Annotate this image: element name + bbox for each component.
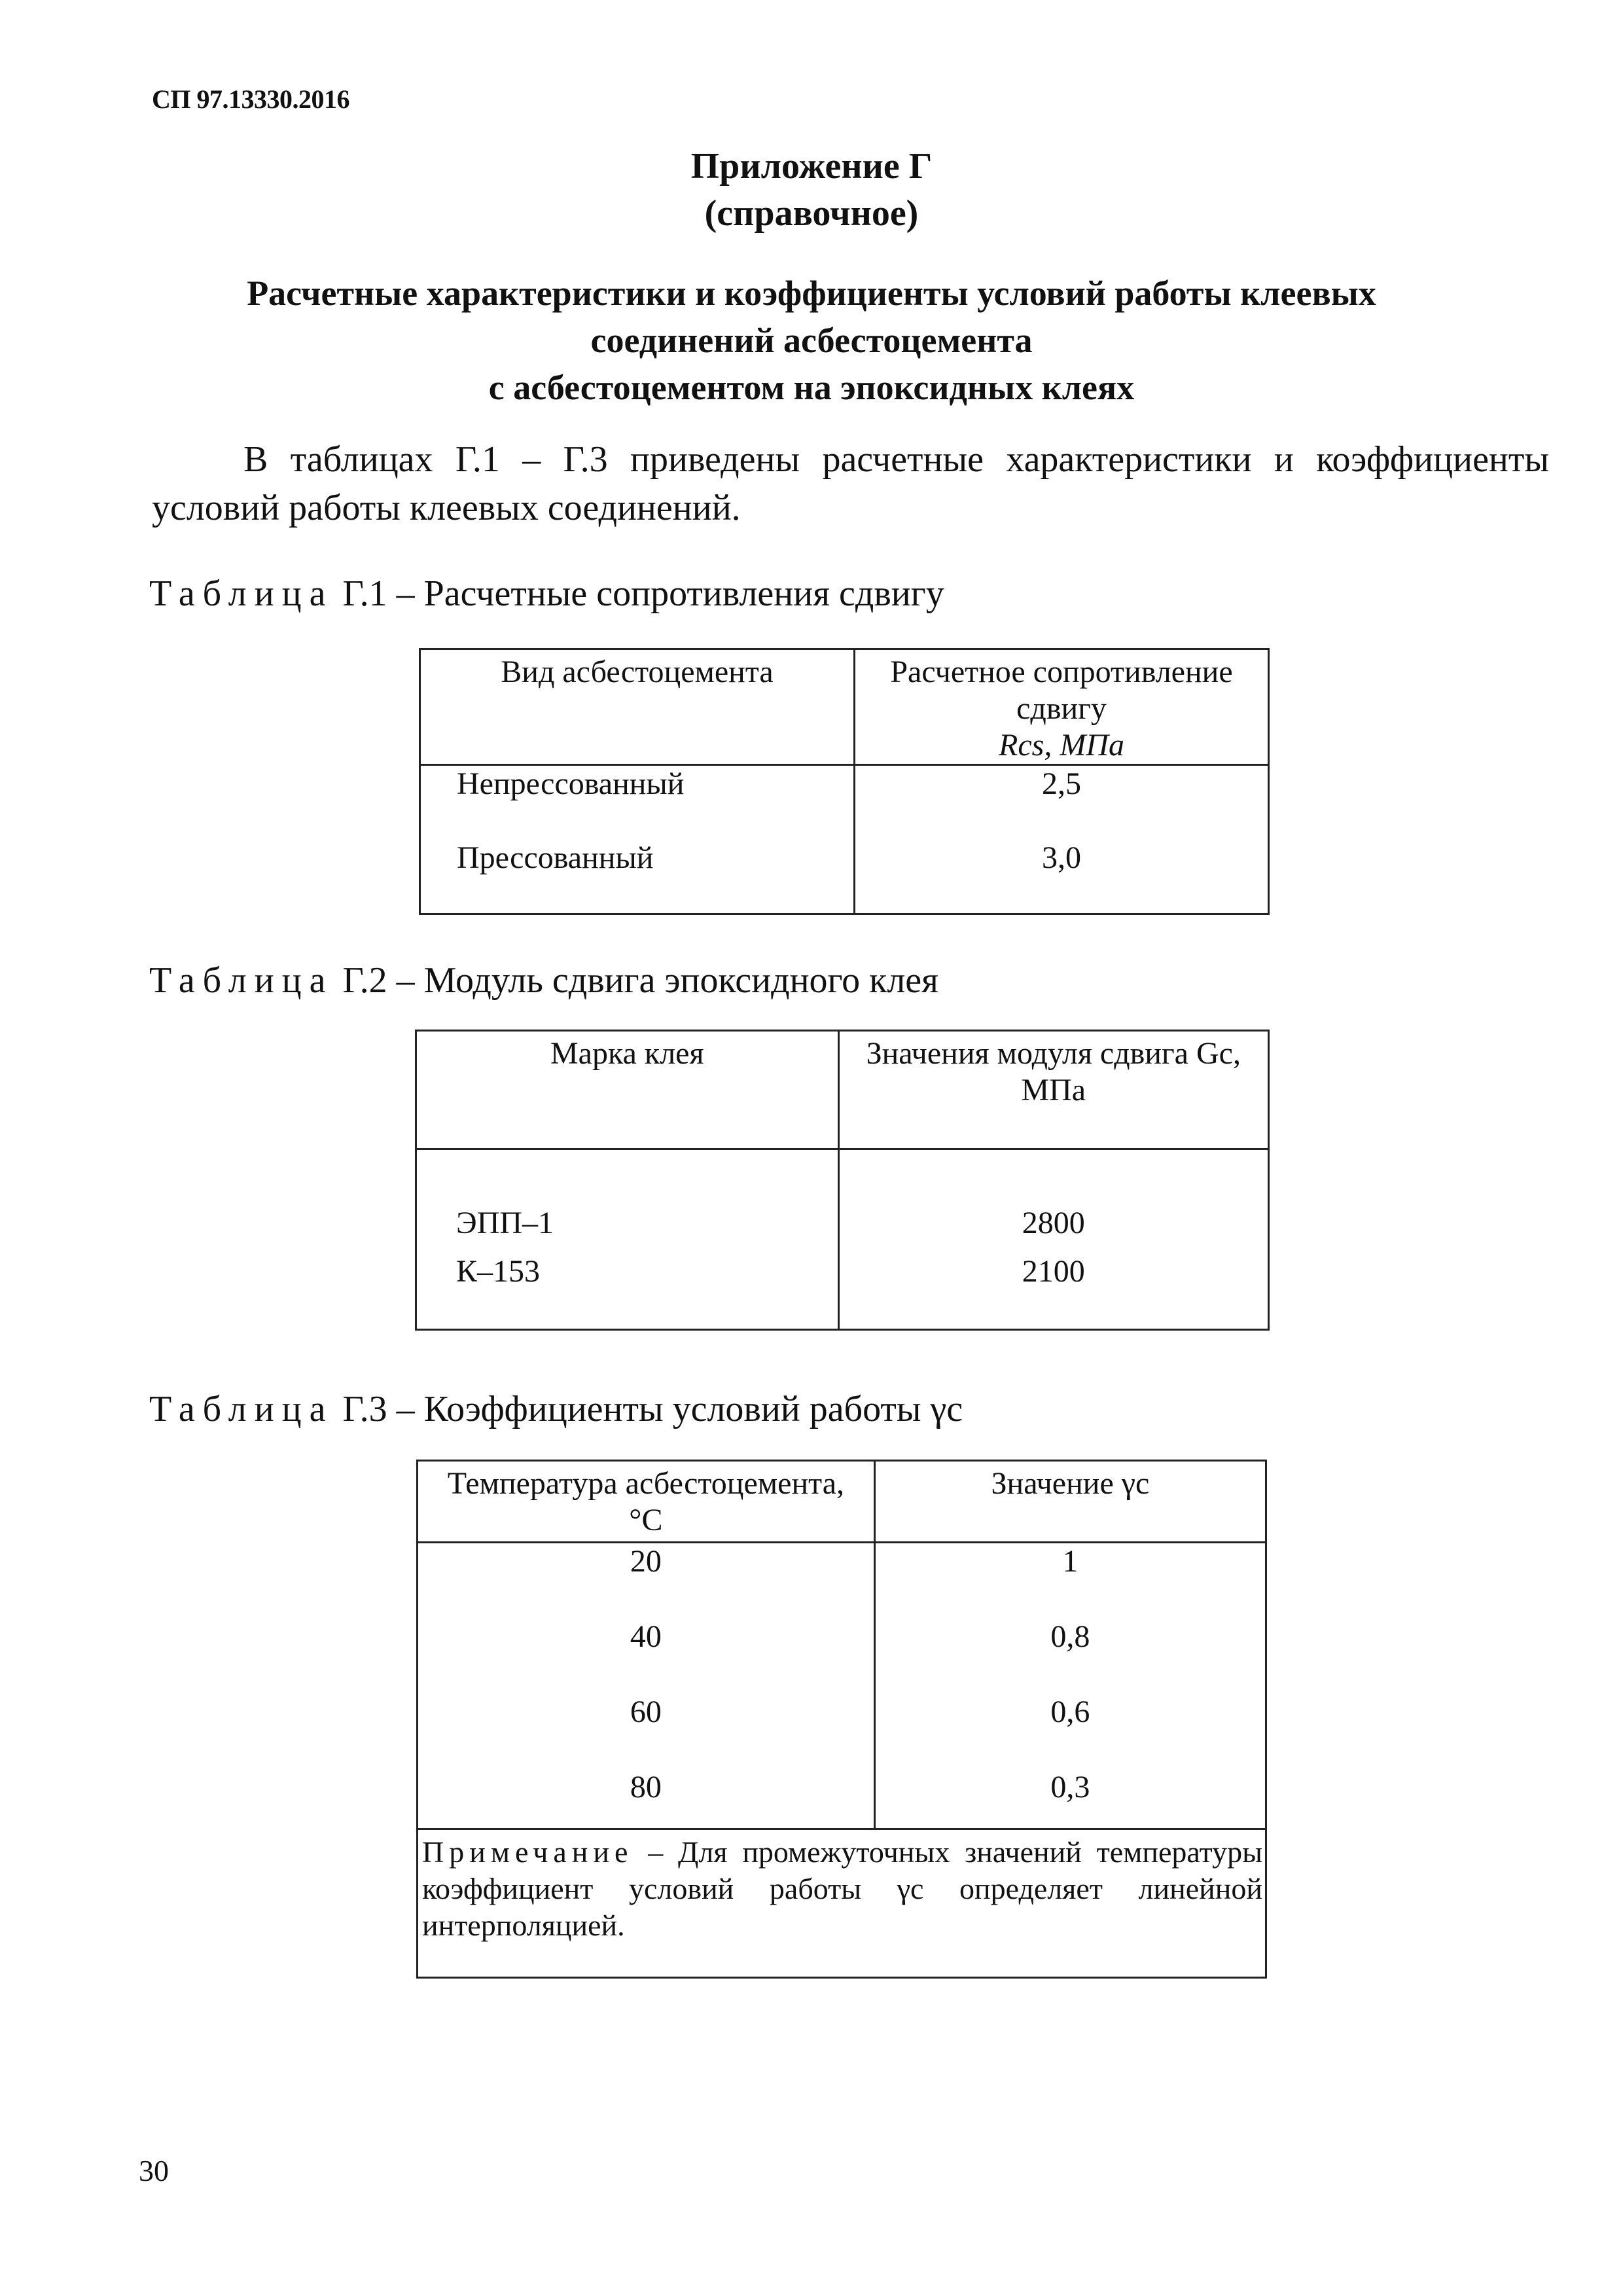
table-1-caption	[149, 571, 944, 617]
table-cell: К–153	[416, 1242, 839, 1330]
table-cell: 0,8	[874, 1619, 1266, 1694]
table-cell: 1	[874, 1543, 1266, 1619]
table-row	[418, 1769, 1266, 1829]
table-cell: 0,3	[874, 1769, 1266, 1829]
caption-text: Г.3 – Коэффициенты условий работы γc	[333, 1389, 963, 1429]
table-row	[420, 765, 1269, 840]
document-code: СП 97.13330.2016	[152, 84, 349, 114]
heading-line-2: соединений асбестоцемента	[590, 321, 1033, 360]
caption-label: Таблица	[149, 960, 334, 1001]
page-number: 30	[139, 2154, 169, 2187]
table-2	[415, 1030, 1270, 1331]
table-header-row	[416, 1031, 1269, 1149]
table-cell: 2100	[838, 1242, 1268, 1330]
heading-line-1: Расчетные характеристики и коэффициенты условий работы клеевых	[247, 274, 1376, 313]
table-cell: Непрессованный	[420, 765, 855, 840]
table-2-caption	[149, 958, 938, 1003]
table-3	[416, 1460, 1267, 1979]
caption-text: Г.2 – Модуль сдвига эпоксидного клея	[333, 960, 938, 1001]
header-cell	[418, 1461, 875, 1543]
table-cell: 3,0	[855, 840, 1269, 914]
table-cell: 80	[418, 1769, 875, 1829]
caption-label: Таблица	[149, 573, 334, 614]
table-row	[416, 1242, 1269, 1330]
intro-text: В таблицах Г.1 – Г.3 приведены расчетные характеристики и коэффициенты условий работы клеевых соединений.	[152, 439, 1549, 528]
header-line: Rcs, МПа	[999, 728, 1124, 762]
header-cell: Марка клея	[416, 1031, 839, 1149]
intro-paragraph	[152, 435, 1549, 532]
header-line: сдвигу	[1016, 691, 1107, 726]
appendix-title: Приложение Г	[690, 146, 933, 187]
table-3-caption	[149, 1386, 963, 1432]
appendix-subtitle: (справочное)	[704, 193, 919, 234]
table-note-row	[418, 1829, 1266, 1978]
table-row	[418, 1619, 1266, 1694]
table-header-row	[420, 649, 1269, 765]
table-1	[419, 648, 1270, 915]
table-note	[418, 1829, 1266, 1978]
header-cell	[838, 1031, 1268, 1149]
header-cell: Значение γc	[874, 1461, 1266, 1543]
table-row	[420, 840, 1269, 914]
caption-text: Г.1 – Расчетные сопротивления сдвигу	[333, 573, 944, 614]
table-cell: 20	[418, 1543, 875, 1619]
header-line: °С	[629, 1503, 663, 1537]
note-text: – Для промежуточных значений температуры коэффициент условий работы γc определяет линейной интерполяцией.	[422, 1835, 1262, 1942]
table-row	[418, 1694, 1266, 1769]
table-cell: 2800	[838, 1149, 1268, 1242]
note-label: Примечание	[422, 1835, 633, 1869]
table-cell: Прессованный	[420, 840, 855, 914]
table-header-row	[418, 1461, 1266, 1543]
table-row	[416, 1149, 1269, 1242]
table-cell: 60	[418, 1694, 875, 1769]
appendix-heading	[0, 270, 1623, 411]
heading-line-3: с асбестоцементом на эпоксидных клеях	[488, 368, 1135, 407]
header-line: Расчетное сопротивление	[890, 655, 1233, 689]
table-row	[418, 1543, 1266, 1619]
table-cell: 40	[418, 1619, 875, 1694]
header-cell: Вид асбестоцемента	[420, 649, 855, 765]
table-cell: 0,6	[874, 1694, 1266, 1769]
table-cell: 2,5	[855, 765, 1269, 840]
header-cell	[855, 649, 1269, 765]
header-line: МПа	[1021, 1073, 1086, 1107]
caption-label: Таблица	[149, 1389, 334, 1429]
header-line: Значения модуля сдвига Gc,	[866, 1036, 1241, 1071]
table-cell: ЭПП–1	[416, 1149, 839, 1242]
header-line: Температура асбестоцемента,	[447, 1466, 844, 1501]
